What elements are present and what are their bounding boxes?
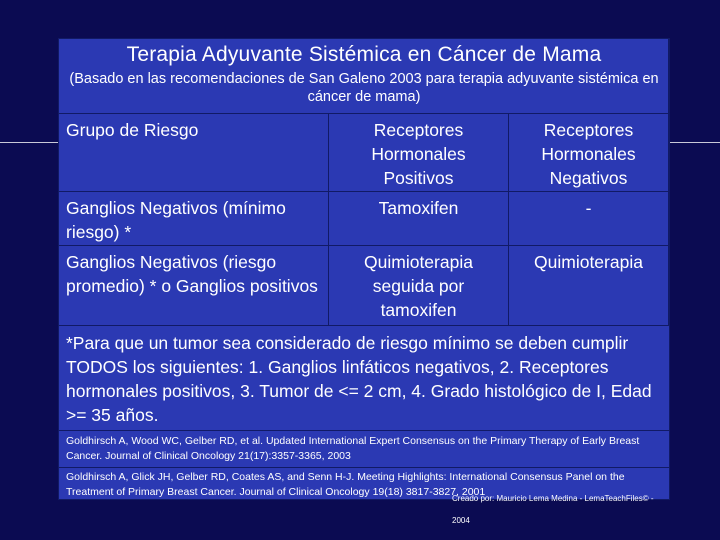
row2-risk-group: Ganglios Negativos (riesgo promedio) * o Ganglios positivos (59, 246, 329, 326)
decorative-divider-left (0, 142, 58, 143)
decorative-divider-right (670, 142, 720, 143)
slide-subtitle: (Basado en las recomendaciones de San Galeno 2003 para terapia adyuvante sistémica en cáncer de mama) (69, 71, 659, 105)
slide-title: Terapia Adyuvante Sistémica en Cáncer de Mama (126, 43, 602, 66)
row2-hr-negative: Quimioterapia (509, 246, 669, 326)
row1-risk-group: Ganglios Negativos (mínimo riesgo) * (59, 192, 329, 246)
reference-1: Goldhirsch A, Wood WC, Gelber RD, et al. Updated International Expert Consensus on the Primary Therapy of Early Breast Cancer. Journal of Clinical Oncology 21(17):3357-3365, 2003 (66, 435, 640, 462)
row1-hr-negative: - (509, 192, 669, 246)
row1-hr-positive: Tamoxifen (329, 192, 509, 246)
header-hr-positive: Receptores Hormonales Positivos (329, 114, 509, 192)
credit-line: Creado por: Mauricio Lema Medina - LemaTeachFiles© - (452, 494, 654, 503)
credit-year: 2004 (452, 516, 470, 525)
footnote-text: *Para que un tumor sea considerado de riesgo mínimo se deben cumplir TODOS los siguientes: 1. Ganglios linfáticos negativos, 2. Receptores hormonales positivos, 3. Tumor de <= 2 cm, 4. Grado histológico de I, Edad >= 35 años. (66, 333, 652, 425)
header-risk-group: Grupo de Riesgo (59, 114, 329, 192)
content-panel (58, 38, 670, 500)
reference-2: Goldhirsch A, Glick JH, Gelber RD, Coates AS, and Senn H-J. Meeting Highlights: International Consensus Panel on the Treatment of Primary Breast Cancer. Journal of Clinical Oncology 19(18) 3817-3827, 2001 (66, 471, 625, 498)
row2-hr-positive: Quimioterapia seguida por tamoxifen (329, 246, 509, 326)
header-hr-negative: Receptores Hormonales Negativos (509, 114, 669, 192)
title-block (59, 39, 669, 114)
